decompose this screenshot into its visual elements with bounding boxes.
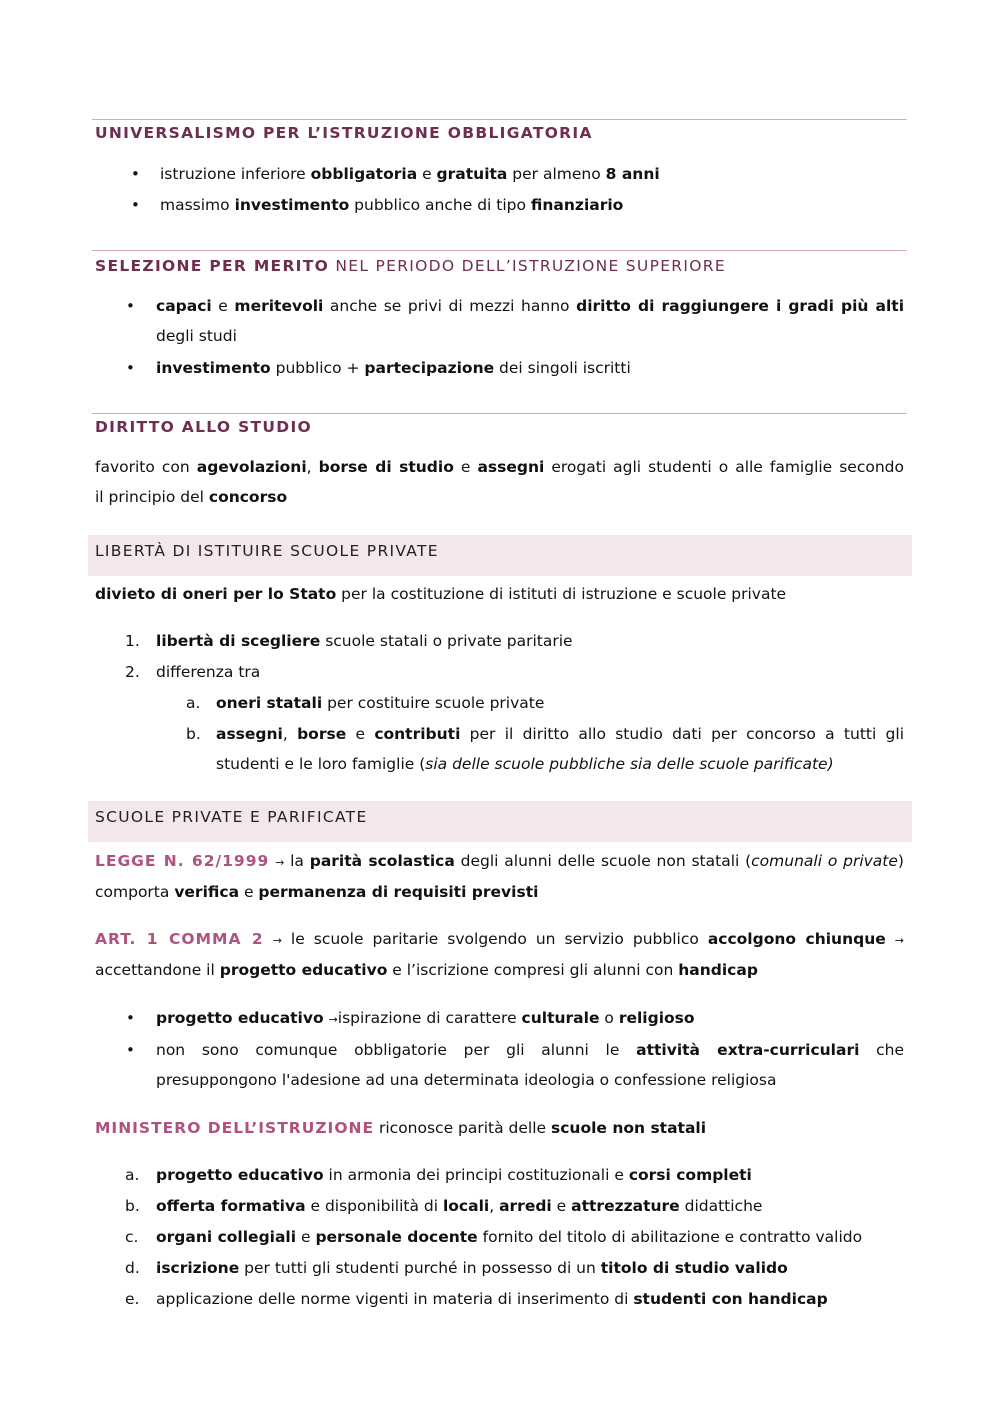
- list-marker: b.: [125, 1197, 140, 1215]
- section-heading-diritto-studio: DIRITTO ALLO STUDIO: [95, 418, 313, 436]
- paragraph-divieto-oneri: divieto di oneri per lo Stato per la costituzione di istituti di istruzione e scuole private: [95, 585, 787, 603]
- list-item-iscrizione: iscrizione per tutti gli studenti purché in possesso di un titolo di studio valido: [156, 1259, 788, 1277]
- paragraph-ministero: MINISTERO DELL’ISTRUZIONE riconosce parità delle scuole non statali: [95, 1119, 707, 1137]
- list-marker: e.: [125, 1290, 140, 1308]
- list-marker: c.: [125, 1228, 139, 1246]
- list-item-offerta-formativa: offerta formativa e disponibilità di locali, arredi e attrezzature didattiche: [156, 1197, 763, 1215]
- paragraph-art-line2: accettandone il progetto educativo e l’iscrizione compresi gli alunni con handicap: [95, 961, 758, 979]
- bullet-marker: •: [126, 297, 135, 315]
- paragraph-favorito: favorito con agevolazioni, borse di studio e assegni erogati agli studenti o alle famiglie secondo: [95, 458, 904, 476]
- bullet-capaci-meritevoli: capaci e meritevoli anche se privi di mezzi hanno diritto di raggiungere i gradi più alti: [156, 297, 905, 315]
- bullet-massimo-investimento: massimo investimento pubblico anche di tipo finanziario: [160, 196, 624, 214]
- bullet-attivita-extra: non sono comunque obbligatorie per gli alunni le attività extra-curriculari che: [156, 1041, 905, 1059]
- bullet-marker: •: [126, 1041, 135, 1059]
- section-divider: [92, 413, 907, 414]
- sublist-item-assegni-continuation: studenti e le loro famiglie (sia delle scuole pubbliche sia delle scuole parificate): [216, 755, 834, 773]
- sublist-marker: b.: [186, 725, 201, 743]
- list-item-norme-handicap: applicazione delle norme vigenti in materia di inserimento di studenti con handicap: [156, 1290, 828, 1308]
- list-marker: 1.: [125, 632, 140, 650]
- bullet-marker: •: [126, 1009, 135, 1027]
- bullet-marker: •: [131, 165, 140, 183]
- bullet-marker: •: [131, 196, 140, 214]
- bullet-istruzione-inferiore: istruzione inferiore obbligatoria e gratuita per almeno 8 anni: [160, 165, 660, 183]
- section-divider: [92, 119, 907, 120]
- bullet-attivita-continuation: presuppongono l'adesione ad una determinata ideologia o confessione religiosa: [156, 1071, 777, 1089]
- sublist-item-oneri-statali: oneri statali per costituire scuole private: [216, 694, 545, 712]
- list-marker: a.: [125, 1166, 140, 1184]
- paragraph-art-1-comma-2: ART. 1 COMMA 2 → le scuole paritarie svolgendo un servizio pubblico accolgono chiunque →: [95, 930, 904, 948]
- bullet-marker: •: [126, 359, 135, 377]
- sublist-marker: a.: [186, 694, 201, 712]
- list-item-differenza: differenza tra: [156, 663, 261, 681]
- list-item-progetto-educativo: progetto educativo in armonia dei principi costituzionali e corsi completi: [156, 1166, 752, 1184]
- sublist-item-assegni-borse: assegni, borse e contributi per il diritto allo studio dati per concorso a tutti gli: [216, 725, 905, 743]
- paragraph-legge-line2: comporta verifica e permanenza di requisiti previsti: [95, 883, 539, 901]
- section-heading-universalismo: UNIVERSALISMO PER L’ISTRUZIONE OBBLIGATORIA: [95, 124, 593, 142]
- section-band-liberta: LIBERTÀ DI ISTITUIRE SCUOLE PRIVATE: [88, 535, 912, 576]
- paragraph-favorito-line2: il principio del concorso: [95, 488, 288, 506]
- list-item-organi-collegiali: organi collegiali e personale docente fornito del titolo di abilitazione e contratto valido: [156, 1228, 863, 1246]
- section-band-scuole-private: SCUOLE PRIVATE E PARIFICATE: [88, 801, 912, 842]
- paragraph-legge-62-1999: LEGGE N. 62/1999 → la parità scolastica degli alunni delle scuole non statali (comunali o private): [95, 852, 904, 870]
- bullet-investimento-pubblico: investimento pubblico + partecipazione dei singoli iscritti: [156, 359, 631, 377]
- bullet-progetto-educativo: progetto educativo →ispirazione di carattere culturale o religioso: [156, 1009, 695, 1027]
- section-heading-selezione: SELEZIONE PER MERITO NEL PERIODO DELL’ISTRUZIONE SUPERIORE: [95, 257, 726, 275]
- list-marker: 2.: [125, 663, 140, 681]
- list-marker: d.: [125, 1259, 140, 1277]
- bullet-capaci-continuation: degli studi: [156, 327, 237, 345]
- section-divider: [92, 250, 907, 251]
- list-item-liberta-scegliere: libertà di scegliere scuole statali o private paritarie: [156, 632, 573, 650]
